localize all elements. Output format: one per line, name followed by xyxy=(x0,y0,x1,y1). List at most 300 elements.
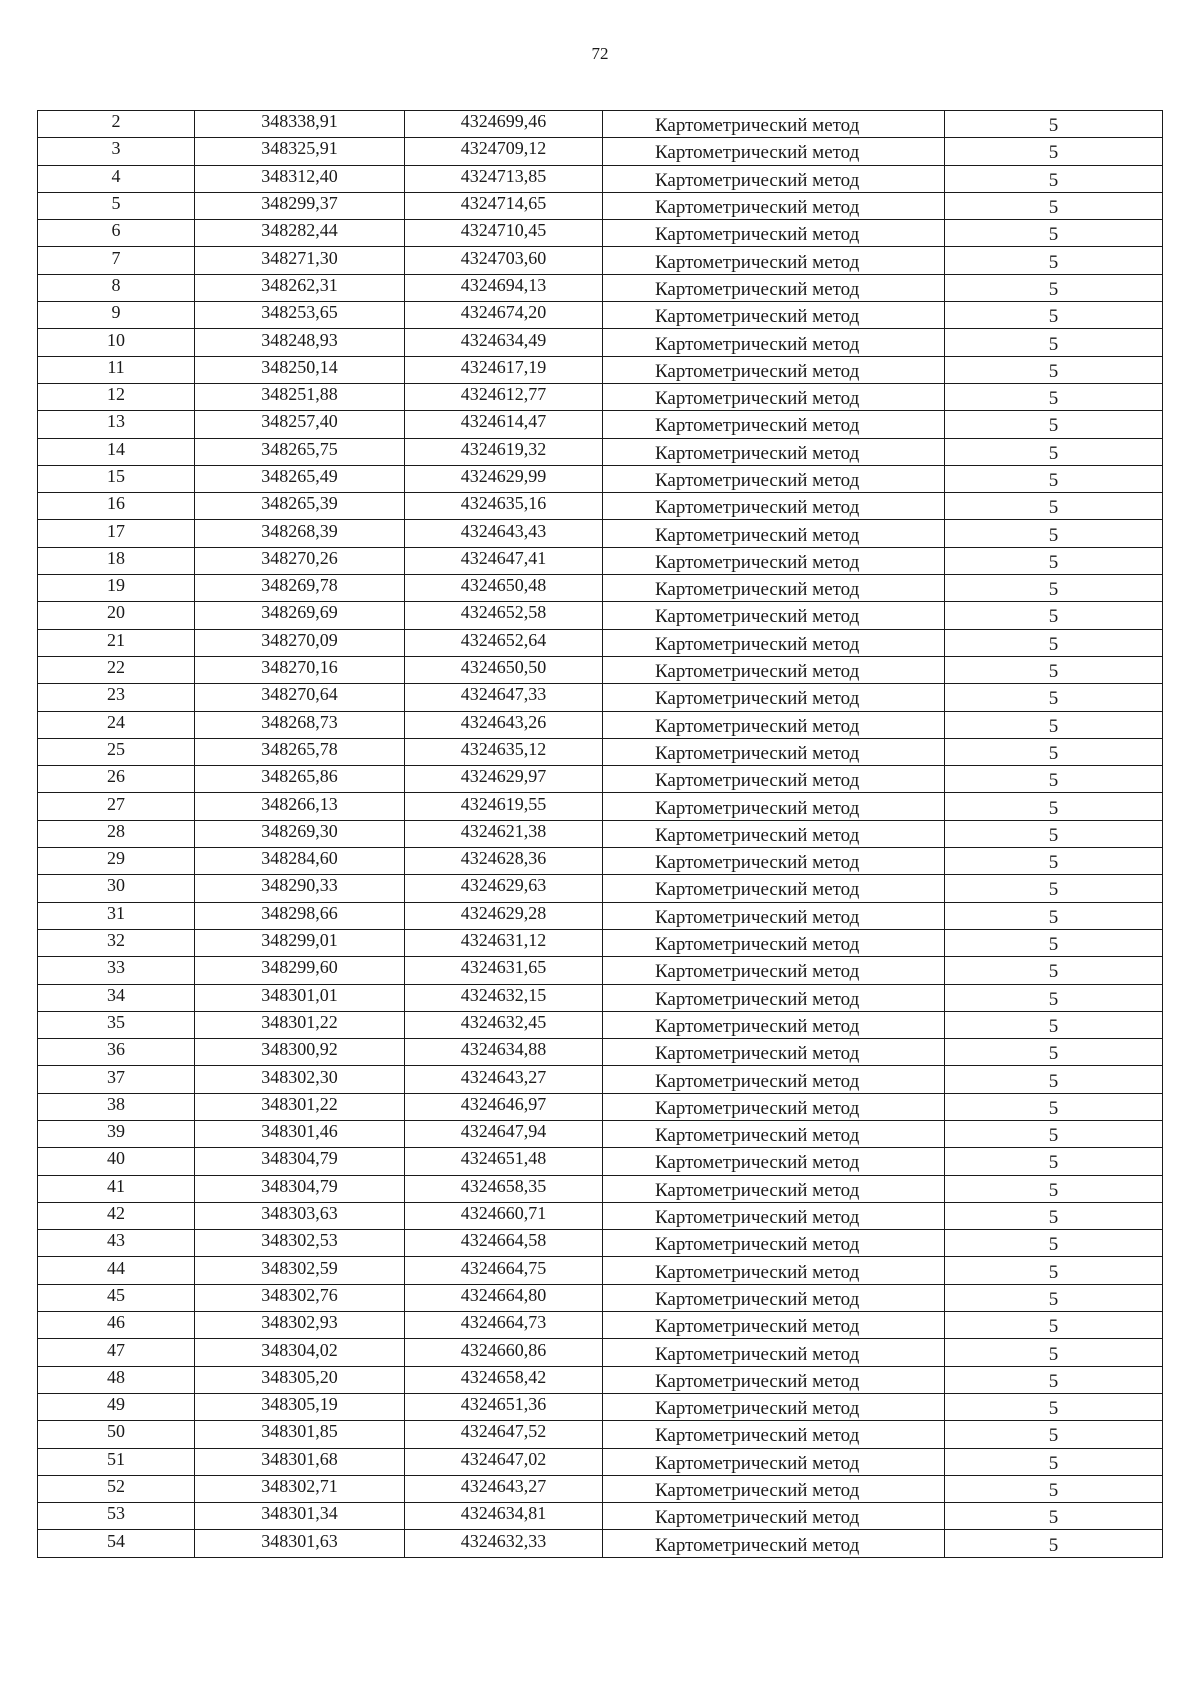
method-cell: Картометрический метод xyxy=(603,738,945,765)
y-coordinate-cell: 4324652,64 xyxy=(405,629,603,656)
accuracy-cell: 5 xyxy=(945,547,1163,574)
y-coordinate-cell: 4324674,20 xyxy=(405,302,603,329)
table-row xyxy=(38,356,1163,383)
point-number-cell: 8 xyxy=(38,274,195,301)
method-cell: Картометрический метод xyxy=(603,329,945,356)
method-cell: Картометрический метод xyxy=(603,1093,945,1120)
accuracy-cell: 5 xyxy=(945,1202,1163,1229)
accuracy-cell: 5 xyxy=(945,520,1163,547)
point-number-cell: 16 xyxy=(38,493,195,520)
x-coordinate-cell: 348266,13 xyxy=(195,793,405,820)
accuracy-cell: 5 xyxy=(945,1475,1163,1502)
table-row xyxy=(38,1393,1163,1420)
y-coordinate-cell: 4324628,36 xyxy=(405,848,603,875)
table-row xyxy=(38,1011,1163,1038)
x-coordinate-cell: 348265,86 xyxy=(195,766,405,793)
accuracy-cell: 5 xyxy=(945,1066,1163,1093)
point-number-cell: 11 xyxy=(38,356,195,383)
method-cell: Картометрический метод xyxy=(603,493,945,520)
y-coordinate-cell: 4324664,80 xyxy=(405,1284,603,1311)
method-cell: Картометрический метод xyxy=(603,902,945,929)
point-number-cell: 15 xyxy=(38,465,195,492)
x-coordinate-cell: 348262,31 xyxy=(195,274,405,301)
x-coordinate-cell: 348257,40 xyxy=(195,411,405,438)
table-row xyxy=(38,1312,1163,1339)
method-cell: Картометрический метод xyxy=(603,848,945,875)
method-cell: Картометрический метод xyxy=(603,602,945,629)
x-coordinate-cell: 348268,39 xyxy=(195,520,405,547)
point-number-cell: 42 xyxy=(38,1202,195,1229)
accuracy-cell: 5 xyxy=(945,1448,1163,1475)
x-coordinate-cell: 348265,39 xyxy=(195,493,405,520)
point-number-cell: 51 xyxy=(38,1448,195,1475)
accuracy-cell: 5 xyxy=(945,302,1163,329)
y-coordinate-cell: 4324714,65 xyxy=(405,192,603,219)
x-coordinate-cell: 348304,02 xyxy=(195,1339,405,1366)
table-row xyxy=(38,493,1163,520)
y-coordinate-cell: 4324658,42 xyxy=(405,1366,603,1393)
x-coordinate-cell: 348302,71 xyxy=(195,1475,405,1502)
table-row xyxy=(38,902,1163,929)
y-coordinate-cell: 4324631,65 xyxy=(405,957,603,984)
x-coordinate-cell: 348302,53 xyxy=(195,1230,405,1257)
y-coordinate-cell: 4324612,77 xyxy=(405,383,603,410)
point-number-cell: 23 xyxy=(38,684,195,711)
accuracy-cell: 5 xyxy=(945,848,1163,875)
point-number-cell: 31 xyxy=(38,902,195,929)
method-cell: Картометрический метод xyxy=(603,411,945,438)
x-coordinate-cell: 348300,92 xyxy=(195,1039,405,1066)
x-coordinate-cell: 348312,40 xyxy=(195,165,405,192)
y-coordinate-cell: 4324629,97 xyxy=(405,766,603,793)
point-number-cell: 26 xyxy=(38,766,195,793)
method-cell: Картометрический метод xyxy=(603,929,945,956)
method-cell: Картометрический метод xyxy=(603,957,945,984)
accuracy-cell: 5 xyxy=(945,984,1163,1011)
method-cell: Картометрический метод xyxy=(603,302,945,329)
x-coordinate-cell: 348269,69 xyxy=(195,602,405,629)
table-row xyxy=(38,575,1163,602)
x-coordinate-cell: 348303,63 xyxy=(195,1202,405,1229)
y-coordinate-cell: 4324664,58 xyxy=(405,1230,603,1257)
y-coordinate-cell: 4324646,97 xyxy=(405,1093,603,1120)
table-row xyxy=(38,520,1163,547)
x-coordinate-cell: 348298,66 xyxy=(195,902,405,929)
accuracy-cell: 5 xyxy=(945,493,1163,520)
point-number-cell: 54 xyxy=(38,1530,195,1557)
y-coordinate-cell: 4324713,85 xyxy=(405,165,603,192)
x-coordinate-cell: 348269,78 xyxy=(195,575,405,602)
method-cell: Картометрический метод xyxy=(603,356,945,383)
table-row xyxy=(38,1257,1163,1284)
y-coordinate-cell: 4324619,32 xyxy=(405,438,603,465)
point-number-cell: 36 xyxy=(38,1039,195,1066)
x-coordinate-cell: 348299,37 xyxy=(195,192,405,219)
table-row xyxy=(38,656,1163,683)
table-row xyxy=(38,929,1163,956)
accuracy-cell: 5 xyxy=(945,875,1163,902)
point-number-cell: 7 xyxy=(38,247,195,274)
table-row xyxy=(38,1284,1163,1311)
x-coordinate-cell: 348301,22 xyxy=(195,1093,405,1120)
x-coordinate-cell: 348265,75 xyxy=(195,438,405,465)
accuracy-cell: 5 xyxy=(945,165,1163,192)
table-row xyxy=(38,1039,1163,1066)
method-cell: Картометрический метод xyxy=(603,766,945,793)
accuracy-cell: 5 xyxy=(945,1230,1163,1257)
table-row xyxy=(38,302,1163,329)
y-coordinate-cell: 4324631,12 xyxy=(405,929,603,956)
method-cell: Картометрический метод xyxy=(603,1421,945,1448)
table-row xyxy=(38,111,1163,138)
accuracy-cell: 5 xyxy=(945,138,1163,165)
x-coordinate-cell: 348282,44 xyxy=(195,220,405,247)
y-coordinate-cell: 4324660,71 xyxy=(405,1202,603,1229)
table-body xyxy=(38,111,1163,1558)
point-number-cell: 13 xyxy=(38,411,195,438)
table-row xyxy=(38,957,1163,984)
y-coordinate-cell: 4324647,41 xyxy=(405,547,603,574)
x-coordinate-cell: 348270,16 xyxy=(195,656,405,683)
point-number-cell: 19 xyxy=(38,575,195,602)
accuracy-cell: 5 xyxy=(945,465,1163,492)
y-coordinate-cell: 4324632,33 xyxy=(405,1530,603,1557)
point-number-cell: 20 xyxy=(38,602,195,629)
y-coordinate-cell: 4324694,13 xyxy=(405,274,603,301)
x-coordinate-cell: 348299,01 xyxy=(195,929,405,956)
x-coordinate-cell: 348270,64 xyxy=(195,684,405,711)
y-coordinate-cell: 4324629,28 xyxy=(405,902,603,929)
table-row xyxy=(38,766,1163,793)
accuracy-cell: 5 xyxy=(945,1120,1163,1147)
method-cell: Картометрический метод xyxy=(603,220,945,247)
y-coordinate-cell: 4324652,58 xyxy=(405,602,603,629)
point-number-cell: 12 xyxy=(38,383,195,410)
x-coordinate-cell: 348301,85 xyxy=(195,1421,405,1448)
table-row xyxy=(38,220,1163,247)
point-number-cell: 53 xyxy=(38,1503,195,1530)
point-number-cell: 4 xyxy=(38,165,195,192)
point-number-cell: 3 xyxy=(38,138,195,165)
table-row xyxy=(38,1230,1163,1257)
y-coordinate-cell: 4324643,43 xyxy=(405,520,603,547)
y-coordinate-cell: 4324632,45 xyxy=(405,1011,603,1038)
point-number-cell: 39 xyxy=(38,1120,195,1147)
y-coordinate-cell: 4324709,12 xyxy=(405,138,603,165)
accuracy-cell: 5 xyxy=(945,1503,1163,1530)
point-number-cell: 17 xyxy=(38,520,195,547)
x-coordinate-cell: 348301,46 xyxy=(195,1120,405,1147)
method-cell: Картометрический метод xyxy=(603,656,945,683)
method-cell: Картометрический метод xyxy=(603,1066,945,1093)
y-coordinate-cell: 4324634,81 xyxy=(405,1503,603,1530)
method-cell: Картометрический метод xyxy=(603,247,945,274)
table-row xyxy=(38,438,1163,465)
method-cell: Картометрический метод xyxy=(603,547,945,574)
method-cell: Картометрический метод xyxy=(603,465,945,492)
method-cell: Картометрический метод xyxy=(603,1011,945,1038)
point-number-cell: 6 xyxy=(38,220,195,247)
table-row xyxy=(38,1148,1163,1175)
method-cell: Картометрический метод xyxy=(603,1503,945,1530)
point-number-cell: 35 xyxy=(38,1011,195,1038)
method-cell: Картометрический метод xyxy=(603,711,945,738)
method-cell: Картометрический метод xyxy=(603,520,945,547)
table-row xyxy=(38,274,1163,301)
coordinates-table xyxy=(37,110,1163,1558)
y-coordinate-cell: 4324710,45 xyxy=(405,220,603,247)
accuracy-cell: 5 xyxy=(945,711,1163,738)
point-number-cell: 34 xyxy=(38,984,195,1011)
table-row xyxy=(38,1175,1163,1202)
y-coordinate-cell: 4324643,27 xyxy=(405,1475,603,1502)
point-number-cell: 27 xyxy=(38,793,195,820)
y-coordinate-cell: 4324650,50 xyxy=(405,656,603,683)
method-cell: Картометрический метод xyxy=(603,192,945,219)
table-row xyxy=(38,329,1163,356)
y-coordinate-cell: 4324650,48 xyxy=(405,575,603,602)
point-number-cell: 52 xyxy=(38,1475,195,1502)
y-coordinate-cell: 4324658,35 xyxy=(405,1175,603,1202)
table-row xyxy=(38,848,1163,875)
y-coordinate-cell: 4324632,15 xyxy=(405,984,603,1011)
method-cell: Картометрический метод xyxy=(603,1393,945,1420)
accuracy-cell: 5 xyxy=(945,1257,1163,1284)
x-coordinate-cell: 348290,33 xyxy=(195,875,405,902)
y-coordinate-cell: 4324664,75 xyxy=(405,1257,603,1284)
point-number-cell: 18 xyxy=(38,547,195,574)
x-coordinate-cell: 348250,14 xyxy=(195,356,405,383)
point-number-cell: 33 xyxy=(38,957,195,984)
table-row xyxy=(38,984,1163,1011)
accuracy-cell: 5 xyxy=(945,1366,1163,1393)
table-row xyxy=(38,820,1163,847)
y-coordinate-cell: 4324629,99 xyxy=(405,465,603,492)
table-row xyxy=(38,1475,1163,1502)
point-number-cell: 9 xyxy=(38,302,195,329)
method-cell: Картометрический метод xyxy=(603,165,945,192)
accuracy-cell: 5 xyxy=(945,738,1163,765)
point-number-cell: 45 xyxy=(38,1284,195,1311)
page-number: 72 xyxy=(591,44,609,63)
table-row xyxy=(38,165,1163,192)
y-coordinate-cell: 4324643,27 xyxy=(405,1066,603,1093)
method-cell: Картометрический метод xyxy=(603,684,945,711)
point-number-cell: 14 xyxy=(38,438,195,465)
method-cell: Картометрический метод xyxy=(603,1039,945,1066)
x-coordinate-cell: 348304,79 xyxy=(195,1175,405,1202)
accuracy-cell: 5 xyxy=(945,111,1163,138)
method-cell: Картометрический метод xyxy=(603,1257,945,1284)
accuracy-cell: 5 xyxy=(945,274,1163,301)
y-coordinate-cell: 4324699,46 xyxy=(405,111,603,138)
point-number-cell: 44 xyxy=(38,1257,195,1284)
accuracy-cell: 5 xyxy=(945,629,1163,656)
accuracy-cell: 5 xyxy=(945,1039,1163,1066)
accuracy-cell: 5 xyxy=(945,356,1163,383)
y-coordinate-cell: 4324635,12 xyxy=(405,738,603,765)
accuracy-cell: 5 xyxy=(945,656,1163,683)
x-coordinate-cell: 348301,63 xyxy=(195,1530,405,1557)
point-number-cell: 49 xyxy=(38,1393,195,1420)
method-cell: Картометрический метод xyxy=(603,1175,945,1202)
method-cell: Картометрический метод xyxy=(603,875,945,902)
x-coordinate-cell: 348268,73 xyxy=(195,711,405,738)
accuracy-cell: 5 xyxy=(945,684,1163,711)
point-number-cell: 21 xyxy=(38,629,195,656)
point-number-cell: 22 xyxy=(38,656,195,683)
x-coordinate-cell: 348301,22 xyxy=(195,1011,405,1038)
table-row xyxy=(38,247,1163,274)
y-coordinate-cell: 4324629,63 xyxy=(405,875,603,902)
accuracy-cell: 5 xyxy=(945,192,1163,219)
y-coordinate-cell: 4324634,49 xyxy=(405,329,603,356)
accuracy-cell: 5 xyxy=(945,1312,1163,1339)
y-coordinate-cell: 4324647,52 xyxy=(405,1421,603,1448)
method-cell: Картометрический метод xyxy=(603,1530,945,1557)
point-number-cell: 43 xyxy=(38,1230,195,1257)
table-row xyxy=(38,1120,1163,1147)
accuracy-cell: 5 xyxy=(945,929,1163,956)
point-number-cell: 29 xyxy=(38,848,195,875)
accuracy-cell: 5 xyxy=(945,383,1163,410)
y-coordinate-cell: 4324703,60 xyxy=(405,247,603,274)
accuracy-cell: 5 xyxy=(945,602,1163,629)
x-coordinate-cell: 348302,30 xyxy=(195,1066,405,1093)
method-cell: Картометрический метод xyxy=(603,1230,945,1257)
y-coordinate-cell: 4324617,19 xyxy=(405,356,603,383)
table-row xyxy=(38,138,1163,165)
y-coordinate-cell: 4324651,36 xyxy=(405,1393,603,1420)
x-coordinate-cell: 348302,59 xyxy=(195,1257,405,1284)
accuracy-cell: 5 xyxy=(945,1148,1163,1175)
method-cell: Картометрический метод xyxy=(603,1475,945,1502)
y-coordinate-cell: 4324614,47 xyxy=(405,411,603,438)
table-row xyxy=(38,684,1163,711)
y-coordinate-cell: 4324643,26 xyxy=(405,711,603,738)
point-number-cell: 48 xyxy=(38,1366,195,1393)
method-cell: Картометрический метод xyxy=(603,1312,945,1339)
point-number-cell: 25 xyxy=(38,738,195,765)
accuracy-cell: 5 xyxy=(945,1284,1163,1311)
table-row xyxy=(38,1202,1163,1229)
accuracy-cell: 5 xyxy=(945,820,1163,847)
x-coordinate-cell: 348248,93 xyxy=(195,329,405,356)
table-row xyxy=(38,1530,1163,1557)
point-number-cell: 47 xyxy=(38,1339,195,1366)
table-row xyxy=(38,547,1163,574)
method-cell: Картометрический метод xyxy=(603,1448,945,1475)
method-cell: Картометрический метод xyxy=(603,1284,945,1311)
y-coordinate-cell: 4324664,73 xyxy=(405,1312,603,1339)
table-row xyxy=(38,1421,1163,1448)
x-coordinate-cell: 348251,88 xyxy=(195,383,405,410)
y-coordinate-cell: 4324660,86 xyxy=(405,1339,603,1366)
accuracy-cell: 5 xyxy=(945,1011,1163,1038)
x-coordinate-cell: 348325,91 xyxy=(195,138,405,165)
accuracy-cell: 5 xyxy=(945,438,1163,465)
accuracy-cell: 5 xyxy=(945,329,1163,356)
x-coordinate-cell: 348265,78 xyxy=(195,738,405,765)
point-number-cell: 24 xyxy=(38,711,195,738)
point-number-cell: 38 xyxy=(38,1093,195,1120)
point-number-cell: 5 xyxy=(38,192,195,219)
accuracy-cell: 5 xyxy=(945,247,1163,274)
accuracy-cell: 5 xyxy=(945,1393,1163,1420)
table-row xyxy=(38,465,1163,492)
point-number-cell: 30 xyxy=(38,875,195,902)
method-cell: Картометрический метод xyxy=(603,274,945,301)
x-coordinate-cell: 348305,19 xyxy=(195,1393,405,1420)
accuracy-cell: 5 xyxy=(945,957,1163,984)
y-coordinate-cell: 4324647,33 xyxy=(405,684,603,711)
x-coordinate-cell: 348284,60 xyxy=(195,848,405,875)
point-number-cell: 10 xyxy=(38,329,195,356)
method-cell: Картометрический метод xyxy=(603,984,945,1011)
accuracy-cell: 5 xyxy=(945,575,1163,602)
x-coordinate-cell: 348302,76 xyxy=(195,1284,405,1311)
x-coordinate-cell: 348302,93 xyxy=(195,1312,405,1339)
x-coordinate-cell: 348253,65 xyxy=(195,302,405,329)
table-row xyxy=(38,629,1163,656)
table-row xyxy=(38,1066,1163,1093)
table-row xyxy=(38,875,1163,902)
method-cell: Картометрический метод xyxy=(603,820,945,847)
accuracy-cell: 5 xyxy=(945,902,1163,929)
accuracy-cell: 5 xyxy=(945,1530,1163,1557)
method-cell: Картометрический метод xyxy=(603,1148,945,1175)
method-cell: Картометрический метод xyxy=(603,1120,945,1147)
table-row xyxy=(38,1339,1163,1366)
table-row xyxy=(38,711,1163,738)
y-coordinate-cell: 4324635,16 xyxy=(405,493,603,520)
table-row xyxy=(38,1093,1163,1120)
method-cell: Картометрический метод xyxy=(603,575,945,602)
accuracy-cell: 5 xyxy=(945,1339,1163,1366)
point-number-cell: 2 xyxy=(38,111,195,138)
method-cell: Картометрический метод xyxy=(603,1339,945,1366)
x-coordinate-cell: 348305,20 xyxy=(195,1366,405,1393)
x-coordinate-cell: 348301,34 xyxy=(195,1503,405,1530)
y-coordinate-cell: 4324651,48 xyxy=(405,1148,603,1175)
accuracy-cell: 5 xyxy=(945,1175,1163,1202)
accuracy-cell: 5 xyxy=(945,1421,1163,1448)
x-coordinate-cell: 348338,91 xyxy=(195,111,405,138)
x-coordinate-cell: 348270,26 xyxy=(195,547,405,574)
x-coordinate-cell: 348304,79 xyxy=(195,1148,405,1175)
y-coordinate-cell: 4324647,94 xyxy=(405,1120,603,1147)
table-row xyxy=(38,793,1163,820)
method-cell: Картометрический метод xyxy=(603,629,945,656)
method-cell: Картометрический метод xyxy=(603,383,945,410)
point-number-cell: 32 xyxy=(38,929,195,956)
method-cell: Картометрический метод xyxy=(603,1366,945,1393)
table-row xyxy=(38,411,1163,438)
y-coordinate-cell: 4324621,38 xyxy=(405,820,603,847)
x-coordinate-cell: 348271,30 xyxy=(195,247,405,274)
x-coordinate-cell: 348265,49 xyxy=(195,465,405,492)
point-number-cell: 50 xyxy=(38,1421,195,1448)
table-row xyxy=(38,1366,1163,1393)
x-coordinate-cell: 348270,09 xyxy=(195,629,405,656)
method-cell: Картометрический метод xyxy=(603,793,945,820)
point-number-cell: 37 xyxy=(38,1066,195,1093)
y-coordinate-cell: 4324619,55 xyxy=(405,793,603,820)
accuracy-cell: 5 xyxy=(945,1093,1163,1120)
point-number-cell: 41 xyxy=(38,1175,195,1202)
x-coordinate-cell: 348301,68 xyxy=(195,1448,405,1475)
point-number-cell: 40 xyxy=(38,1148,195,1175)
